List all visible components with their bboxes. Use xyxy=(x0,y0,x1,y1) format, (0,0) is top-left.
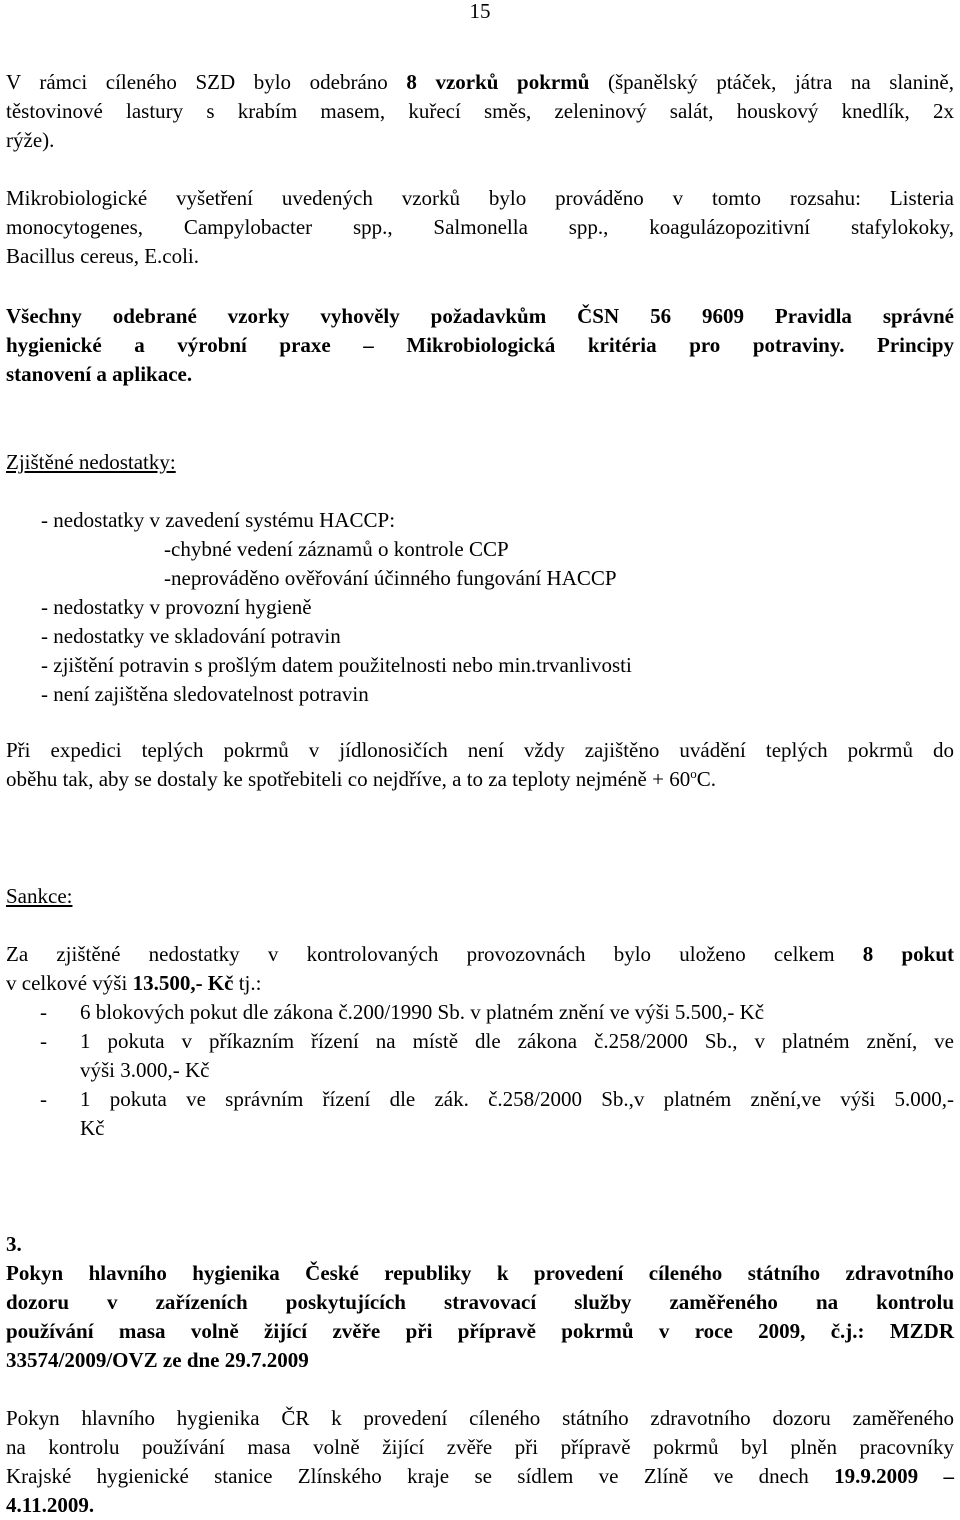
list-dash: - xyxy=(40,1029,47,1053)
list-dash: - xyxy=(40,1087,47,1111)
sanction-item xyxy=(6,1085,954,1143)
section-3-body: Pokyn hlavního hygienika ČR k provedení cíleného státního zdravotního dozoru zaměřeného na kontrolu používání masa volně žijící zvěře při přípravě pokrmů byl plněn pracovníky Krajské hygienické stanice Zlínského kraje se sídlem ve Zlíně ve dnech 19.9.2009 – 4.11.2009. xyxy=(6,1406,955,1517)
section-3-number: 3. xyxy=(6,1232,22,1256)
finding-item: - není zajištěna sledovatelnost potravin xyxy=(41,682,369,706)
section-3-title: Pokyn hlavního hygienika České republiky k provedení cíleného státního zdravotního dozoru v zařízeních poskytujících stravovací služby zaměřeného na kontrolu používání masa volně žijící zvěře při přípravě pokrmů v roce 2009, č.j.: MZDR 33574/2009/OVZ ze dne 29.7.2009 xyxy=(6,1261,954,1372)
expedition-paragraph xyxy=(6,736,954,794)
sample-count: 8 vzorků pokrmů xyxy=(406,70,590,94)
intro-line-2: těstovinové lastury s krabím masem, kuřecí směs, zeleninový salát, houskový knedlík, 2x xyxy=(6,99,954,123)
microbiology-line-3: Bacillus cereus, E.coli. xyxy=(6,244,200,268)
sanction-item-text: 1 pokuta ve správním řízení dle zák. č.258/2000 Sb.,v platném znění,ve výši 5.000,- xyxy=(80,1087,954,1111)
intro-line-1: V rámci cíleného SZD bylo odebráno 8 vzorků pokrmů (španělský ptáček, játra na slanině, xyxy=(6,70,954,94)
findings-list xyxy=(6,506,954,709)
sanctions-summary xyxy=(6,940,954,998)
intro-paragraph xyxy=(6,68,954,155)
microbiology-line-1: Mikrobiologické vyšetření uvedených vzorků bylo prováděno v tomto rozsahu: Listeria xyxy=(6,186,954,210)
compliance-line-3: stanovení a aplikace. xyxy=(6,362,193,386)
compliance-line-2: hygienické a výrobní praxe – Mikrobiologická kritéria pro potraviny. Principy xyxy=(6,333,954,357)
microbiology-paragraph xyxy=(6,184,954,271)
sanction-item-text: výši 3.000,- Kč xyxy=(80,1058,210,1082)
sanction-item xyxy=(6,998,954,1027)
finding-item: - nedostatky ve skladování potravin xyxy=(41,624,341,648)
expedition-line-1: Při expedici teplých pokrmů v jídlonosičích není vždy zajištěno uvádění teplých pokrmů do xyxy=(6,738,954,762)
sanctions-line-2: v celkové výši 13.500,- Kč tj.: xyxy=(6,971,262,995)
sanction-item xyxy=(6,1027,954,1085)
finding-item: - nedostatky v zavedení systému HACCP: xyxy=(41,508,396,532)
sanctions-line-1: Za zjištěné nedostatky v kontrolovaných provozovnách bylo uloženo celkem 8 pokut xyxy=(6,942,954,966)
intro-line-3: rýže). xyxy=(6,128,55,152)
compliance-paragraph xyxy=(6,302,954,389)
sanction-item-text: Kč xyxy=(80,1116,105,1140)
finding-item: - zjištění potravin s prošlým datem použitelnosti nebo min.trvanlivosti xyxy=(41,653,632,677)
finding-subitem: -chybné vedení záznamů o kontrole CCP xyxy=(164,537,509,561)
fine-total: 13.500,- Kč xyxy=(132,971,234,995)
findings-heading: Zjištěné nedostatky: xyxy=(6,450,176,474)
sanction-item-text: 1 pokuta v příkazním řízení na místě dle zákona č.258/2000 Sb., v platném znění, ve xyxy=(80,1029,954,1053)
sanction-item-text: 6 blokových pokut dle zákona č.200/1990 Sb. v platném znění ve výši 5.500,- Kč xyxy=(80,1000,765,1024)
finding-subitem: -neprováděno ověřování účinného fungování HACCP xyxy=(164,566,617,590)
list-dash: - xyxy=(40,1000,47,1024)
expedition-line-2: oběhu tak, aby se dostaly ke spotřebiteli co nejdříve, a to za teploty nejméně + $60^oC$. xyxy=(6,766,716,791)
sanctions-heading: Sankce: xyxy=(6,884,73,908)
finding-item: - nedostatky v provozní hygieně xyxy=(41,595,312,619)
compliance-line-1: Všechny odebrané vzorky vyhověly požadavkům ČSN 56 9609 Pravidla správné xyxy=(6,304,954,328)
page-number: 15 xyxy=(469,0,491,23)
fine-count: 8 pokut xyxy=(862,942,954,966)
microbiology-line-2: monocytogenes, Campylobacter spp., Salmonella spp., koagulázopozitivní stafylokoky, xyxy=(6,215,954,239)
